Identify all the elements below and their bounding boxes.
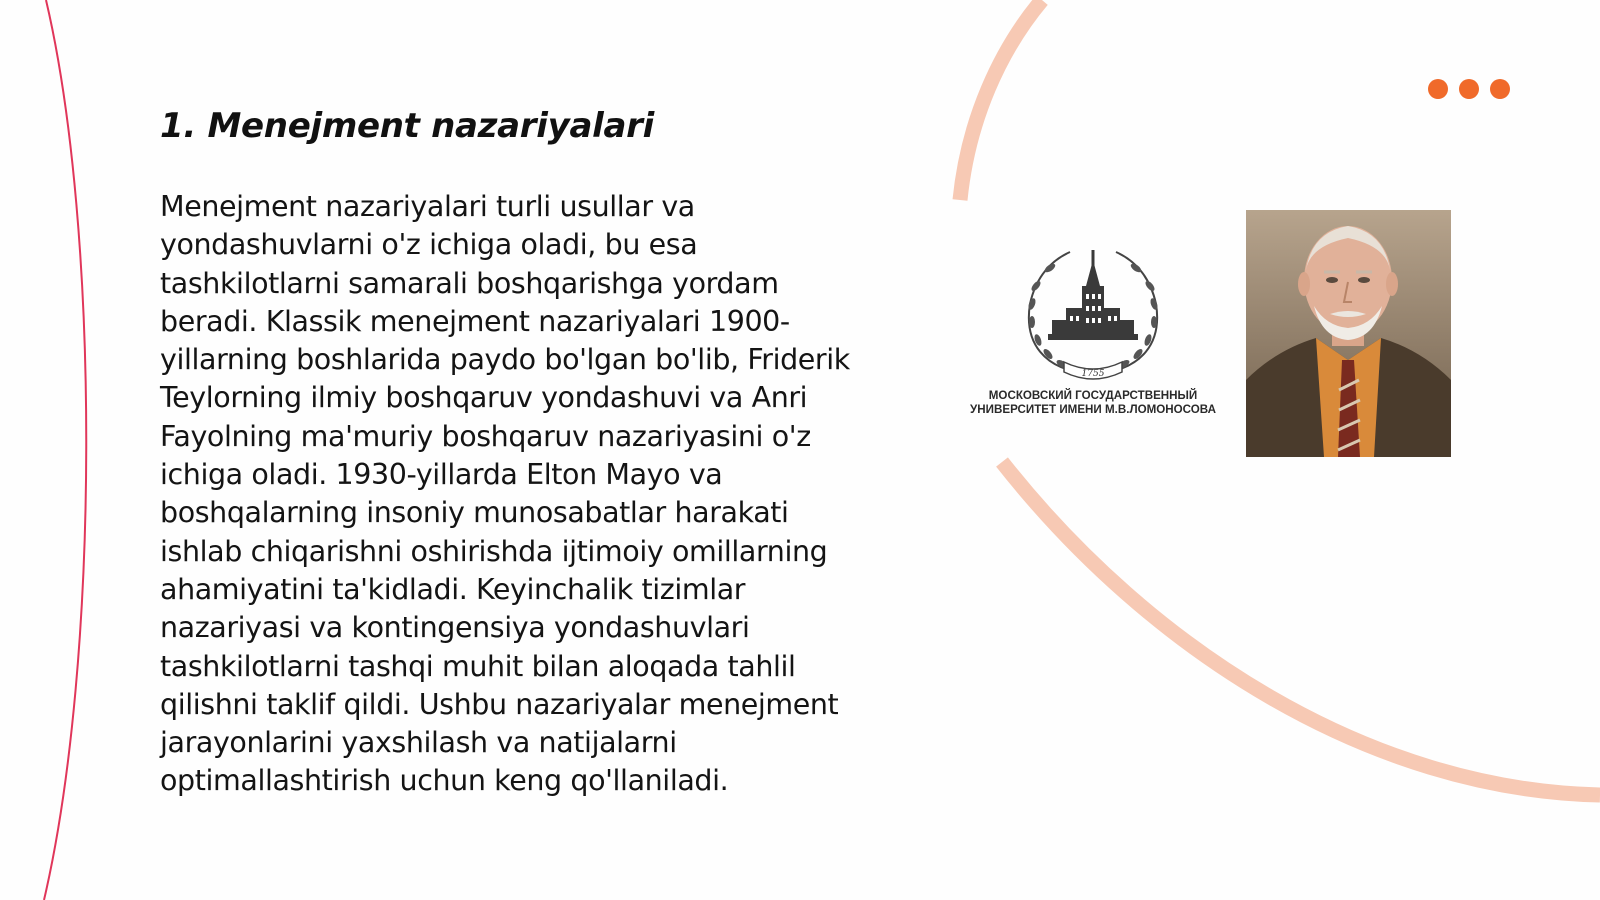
more-dots-icon [1428,79,1510,99]
peach-arc-bottom [1002,462,1600,795]
dot-icon [1428,79,1448,99]
slide-body-text: Menejment nazariyalari turli usullar va yondashuvlarni o'z ichiga oladi, bu esa tashkilotlarni samarali boshqarishga yordam beradi. Klassik menejment nazariyalari 1900-yillarning boshlarida paydo bo'lgan bo'lib, Friderik Teylorning ilmiy boshqaruv yondashuvi va Anri Fayolning ma'muriy boshqaruv nazariyasini o'z ichiga oladi. 1930-yillarda Elton Mayo va boshqalarning insoniy munosabatlar harakati ishlab chiqarishni oshirishda ijtimoiy omillarning ahamiyatini ta'kidladi. Keyinchalik tizimlar nazariyasi va kontingensiya yondashuvlari tashkilotlarni tashqi muhit bilan aloqada tahlil qilishni taklif qildi. Ushbu nazariyalar menejment jarayonlarini yaxshilash va natijalarni optimallashtirish uchun keng qo'llaniladi. [160,190,850,798]
dot-icon [1459,79,1479,99]
slide-title: 1. Menejment nazariyalari [160,106,654,146]
logo-caption-line-2: УНИВЕРСИТЕТ ИМЕНИ М.В.ЛОМОНОСОВА [970,403,1216,416]
logo-caption-line-1: МОСКОВСКИЙ ГОСУДАРСТВЕННЫЙ [988,389,1198,402]
portrait-photo [1246,210,1451,457]
dot-icon [1490,79,1510,99]
logo-caption [952,389,1234,417]
logo-year: 1755 [1081,369,1105,379]
left-red-curve [44,0,86,900]
peach-arc-top [960,0,1042,200]
